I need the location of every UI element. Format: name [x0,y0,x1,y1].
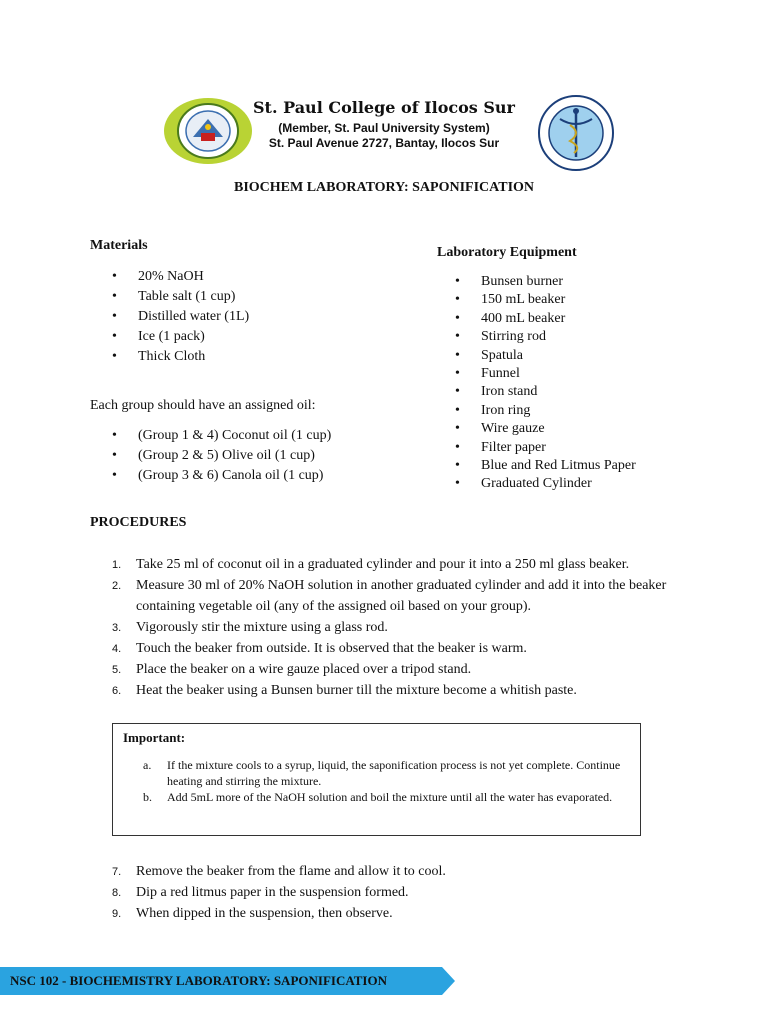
oil-assignment-intro: Each group should have an assigned oil: [90,398,316,413]
important-list [143,757,623,805]
list-item: • Iron ring [453,402,733,420]
list-item: • Ice (1 pack) [110,327,390,347]
list-item: • 400 mL beaker [453,310,733,328]
list-item: • Graduated Cylinder [453,475,733,493]
footer-title: NSC 102 - BIOCHEMISTRY LABORATORY: SAPONIFICATION [10,973,387,988]
list-item: • 20% NaOH [110,267,390,287]
address-line: St. Paul Avenue 2727, Bantay, Ilocos Sur [268,136,500,150]
list-item: • (Group 2 & 5) Olive oil (1 cup) [110,446,410,466]
procedure-step: 2. Measure 30 ml of 20% NaOH solution in another graduated cylinder and add it into the beaker containing vegetable oil (any of the assigned oil based on your group). [112,578,667,614]
equipment-heading: Laboratory Equipment [437,245,577,260]
oil-assignment-list [110,426,410,486]
list-item: • 150 mL beaker [453,291,733,309]
materials-heading: Materials [90,238,148,253]
list-item: • (Group 3 & 6) Canola oil (1 cup) [110,466,410,486]
list-item: • Table salt (1 cup) [110,287,390,307]
procedure-step: 5. Place the beaker on a wire gauze placed over a tripod stand. [112,662,472,677]
list-item: • (Group 1 & 4) Coconut oil (1 cup) [110,426,410,446]
list-item: • Spatula [453,347,733,365]
important-label: Important: [123,730,186,745]
list-item: • Distilled water (1L) [110,307,390,327]
list-item: • Bunsen burner [453,273,733,291]
college-name: St. Paul College of Ilocos Sur [253,98,515,117]
list-item: • Thick Cloth [110,347,390,367]
procedure-step: 1. Take 25 ml of coconut oil in a graduated cylinder and pour it into a 250 ml glass beaker. [112,557,630,572]
important-item: b. Add 5mL more of the NaOH solution and boil the mixture until all the water has evaporated. [143,790,613,804]
list-item: • Stirring rod [453,328,733,346]
materials-list [110,267,390,367]
list-item: • Funnel [453,365,733,383]
member-line: (Member, St. Paul University System) [278,121,490,135]
procedure-steps [112,554,692,701]
procedure-step: 4. Touch the beaker from outside. It is observed that the beaker is warm. [112,641,527,656]
procedure-steps-continued [112,861,692,924]
equipment-list [453,273,733,494]
procedure-step: 8. Dip a red litmus paper in the suspension formed. [112,885,409,900]
college-seal-logo [163,97,253,165]
list-item: • Filter paper [453,439,733,457]
procedure-step: 9. When dipped in the suspension, then observe. [112,906,393,921]
list-item: • Iron stand [453,383,733,401]
list-item: • Wire gauze [453,420,733,438]
nursing-program-logo [538,95,614,171]
important-item: a. If the mixture cools to a syrup, liquid, the saponification process is not yet complete. Continue heating and stirring the mixture. [143,758,621,788]
document-title: BIOCHEM LABORATORY: SAPONIFICATION [233,180,535,195]
procedure-step: 3. Vigorously stir the mixture using a glass rod. [112,620,388,635]
procedures-heading: PROCEDURES [90,515,187,530]
procedure-step: 6. Heat the beaker using a Bunsen burner till the mixture become a whitish paste. [112,683,577,698]
important-note-box [112,723,641,836]
list-item: • Blue and Red Litmus Paper [453,457,733,475]
procedure-step: 7. Remove the beaker from the flame and allow it to cool. [112,864,446,879]
